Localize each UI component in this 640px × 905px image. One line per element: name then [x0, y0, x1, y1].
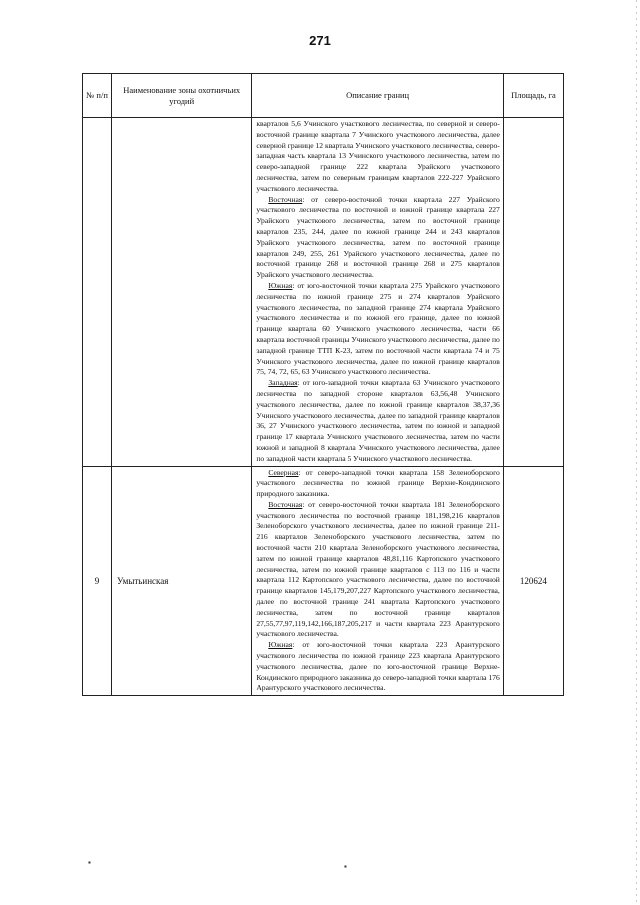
- description-paragraph-north: [256, 468, 500, 500]
- south-label: Южная: [268, 640, 293, 650]
- table-header-row: [83, 74, 564, 118]
- east-label: Восточная: [268, 499, 303, 509]
- description-paragraph-south: [256, 281, 500, 378]
- scan-dot: ▪: [88, 858, 91, 867]
- header-num: № п/п: [83, 74, 112, 118]
- cell-area: 120624: [503, 466, 563, 696]
- scan-edge: [636, 0, 637, 905]
- cell-description-9: [252, 466, 504, 696]
- cell-description-continued: [252, 118, 504, 467]
- cell-area-empty: [503, 118, 563, 467]
- header-area: Площадь, га: [503, 74, 563, 118]
- east-text: : от северо-восточной точки квартала 181 Зеленоборского участкового лесничества по восточной границе 181,198,216 кварталов Зеленоборского участкового лесничества, далее по южной границе 211-216 кварталов Зеленоборского участкового лесничества, затем по восточной части 210 квартала Зеленоборского участкового лесничества, затем по южной границе кварталов 48,81,116 Картопского участкового лесничества, затем по южной границе кварталов с 113 по 116 и части квартала 112 Картопского участкового лесничества, далее по восточной границе кварталов 145,179,207,227 Картопского участкового лесничества, далее по восточной границе 241 квартала Картопского участкового лесничества, затем по восточной границе кварталов 27,55,77,97,119,142,166,187,205,217 и части квартала 223 Арантурского участкового лесничества.: [256, 499, 500, 639]
- cell-num-empty: [83, 118, 112, 467]
- north-label: Северная: [268, 467, 299, 477]
- south-text: : от юго-восточной точки квартала 275 Урайского участкового лесничества по южной границе 275 и 274 кварталов Урайского участкового лесничества, по западной границе 274 квартала Урайского участкового лесничества и по южной его границе, далее по южной границе квартала 60 Учинского участкового лесничества, части 66 квартала восточной границы Учинского участкового лесничества, далее по западной границе ТТП К-23, затем по восточной части квартала 74 и 75 Учинского участкового лесничества, далее по южной границе кварталов 75, 74, 72, 65, 63 Учинского участкового лесничества.: [256, 280, 500, 377]
- table-row-9: [83, 466, 564, 696]
- south-text: : от юго-восточной точки квартала 223 Арантурского участкового лесничества по южной границе 223 квартала Арантурского участкового лесничества, далее по юго-восточной границе Верхне-Кондинского природного заказника до северо-западной точки квартала 176 Арантурского участкового лесничества.: [256, 640, 500, 693]
- table-row-continued: [83, 118, 564, 467]
- north-text: : от северо-западной точки квартала 158 Зеленоборского участкового лесничества по южной границе Верхне-Кондинского природного заказника.: [256, 467, 500, 499]
- cell-zone-name: Умытьинская: [112, 466, 252, 696]
- west-label: Западная: [268, 378, 298, 388]
- cell-name-empty: [112, 118, 252, 467]
- description-paragraph-east: [256, 195, 500, 281]
- page-number: 271: [309, 33, 331, 48]
- header-description: Описание границ: [252, 74, 504, 118]
- west-text: : от юго-западной точки квартала 63 Учинского участкового лесничества по западной стороне кварталов 63,56,48 Учинского участкового лесничества, далее по южной границе кварталов 38,37,36 Учинского участкового лесничества, далее по западной границе кварталов 36, 27 Учинского участкового лесничества, затем по южной и западной границе 17 квартала Учинского участкового лесничества, затем по части южной и западной 8 квартала Учинского участкового лесничества, далее по западной части квартала 5 Учинского участкового лесничества.: [256, 378, 500, 463]
- east-text: : от северо-восточной точки квартала 227 Урайского участкового лесничества по восточной и южной границе квартала 227 Урайского участкового лесничества, затем по восточной границе кварталов 235, 244, далее по южной границе 244 и 243 кварталов Урайского участкового лесничества, затем по восточной границе кварталов 249, 255, 261 Урайского участкового лесничества, далее по восточной границе 268 и восточной границе 268 и 275 кварталов Урайского участкового лесничества.: [256, 194, 500, 280]
- description-paragraph-south: [256, 640, 500, 694]
- south-label: Южная: [268, 280, 293, 290]
- header-name: Наименование зоны охотничьих угодий: [112, 74, 252, 118]
- scan-dot: ▪: [344, 862, 347, 871]
- cell-num: 9: [83, 466, 112, 696]
- east-label: Восточная: [268, 194, 303, 204]
- description-paragraph-west: [256, 378, 500, 464]
- description-paragraph: кварталов 5,6 Учинского участкового лесничества, по северной и северо-восточной границе квартала 7 Учинского участкового лесничества, далее северной границе 12 квартала Учинского участкового лесничества, северо-западная часть квартала 13 Учинского участкового лесничества, затем по северо-западной границе 222 квартала Урайского участкового лесничества, затем по северным границам кварталов 222-227 Урайского участкового лесничества.: [256, 119, 500, 193]
- boundaries-table: [82, 73, 564, 696]
- description-paragraph-east: [256, 500, 500, 640]
